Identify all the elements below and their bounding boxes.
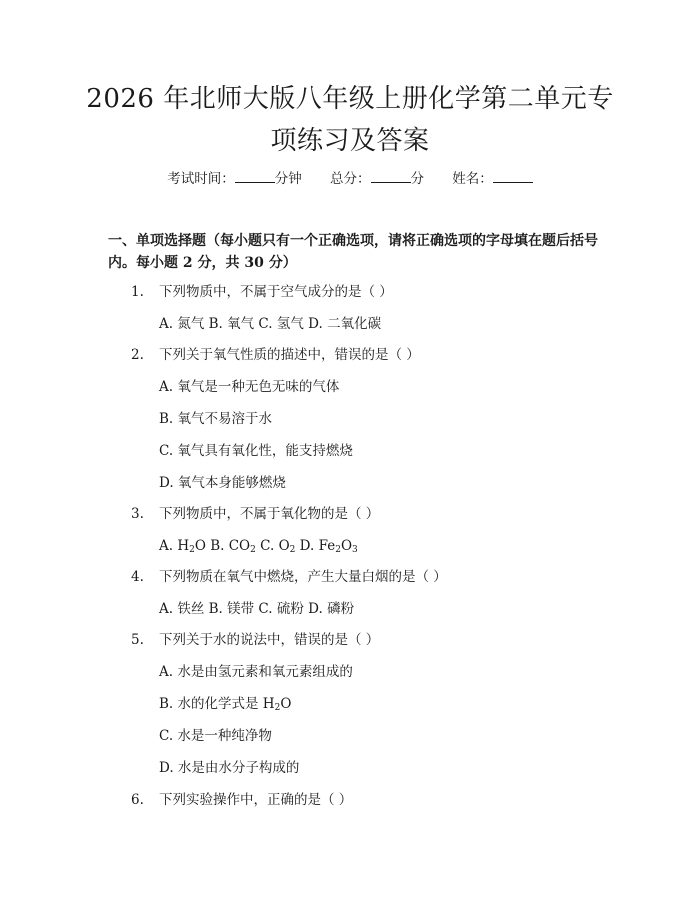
option-d-text-2: O <box>340 538 353 554</box>
question-3 <box>131 504 379 524</box>
option-a: A. 水是由氢元素和氧元素组成的 <box>159 664 353 680</box>
option-c-text: C. O <box>255 538 290 554</box>
section-heading-line-2: 内。每小题 2 分，共 30 分） <box>108 255 297 271</box>
question-text: 下列物质中，不属于空气成分的是（ ） <box>159 284 393 300</box>
question-number: 1. <box>131 284 144 300</box>
question-4 <box>131 567 447 587</box>
subscript: 2 <box>335 545 341 555</box>
question-number: 2. <box>131 347 144 363</box>
question-number: 6. <box>131 792 144 808</box>
option-b <box>159 694 291 718</box>
question-text: 下列物质在氧气中燃烧，产生大量白烟的是（ ） <box>159 569 447 585</box>
subscript: 2 <box>250 545 256 555</box>
name-blank <box>493 168 533 183</box>
name-label: 姓名： <box>452 171 493 187</box>
question-text: 下列实验操作中，正确的是（ ） <box>159 792 353 808</box>
question-6 <box>131 790 352 810</box>
question-text: 下列关于水的说法中，错误的是（ ） <box>159 632 380 648</box>
option-d: D. 氧气本身能够燃烧 <box>159 475 286 491</box>
title-line-1: 2026 年北师大版八年级上册化学第二单元专 <box>86 84 614 114</box>
option-a-text: A. H <box>159 538 190 554</box>
option-d-text: D. Fe <box>295 538 336 554</box>
total-score <box>330 168 424 189</box>
score-label: 总分： <box>330 171 371 187</box>
question-3-options <box>159 536 358 560</box>
question-text: 下列物质中，不属于氧化物的是（ ） <box>159 506 380 522</box>
option-c: C. 氧气具有氧化性，能支持燃烧 <box>159 443 353 459</box>
option-b-text: B. 水的化学式是 H <box>159 696 275 712</box>
section-heading-line-1: 一、单项选择题（每小题只有一个正确选项，请将正确选项的字母填在题后括号 <box>108 233 598 249</box>
option-b-text: O B. CO <box>194 538 251 554</box>
subscript: 2 <box>289 545 296 555</box>
time-unit: 分钟 <box>274 171 302 187</box>
score-blank <box>371 168 411 183</box>
subscript: 3 <box>352 545 358 555</box>
question-number: 4. <box>131 569 144 585</box>
exam-info <box>0 168 700 189</box>
score-unit: 分 <box>410 171 424 187</box>
question-number: 5. <box>131 632 144 648</box>
exam-time <box>167 168 302 189</box>
option-b: B. 氧气不易溶于水 <box>159 411 273 427</box>
subscript: 2 <box>189 545 195 555</box>
section-heading <box>108 230 628 274</box>
subscript: 2 <box>274 703 281 713</box>
time-blank <box>235 168 275 183</box>
time-label: 考试时间： <box>167 171 235 187</box>
option-d: D. 水是由水分子构成的 <box>159 760 300 776</box>
question-1 <box>131 282 393 302</box>
title-line-2: 项练习及答案 <box>270 126 430 156</box>
option-c: C. 水是一种纯净物 <box>159 728 272 744</box>
question-2 <box>131 345 420 365</box>
option-a: A. 氧气是一种无色无味的气体 <box>159 379 340 395</box>
question-5 <box>131 630 379 650</box>
question-text: 下列关于氧气性质的描述中，错误的是（ ） <box>159 347 420 363</box>
question-1-options: A. 氮气 B. 氧气 C. 氢气 D. 二氧化碳 <box>159 316 382 332</box>
document-title <box>60 78 640 162</box>
question-4-options: A. 铁丝 B. 镁带 C. 硫粉 D. 磷粉 <box>159 601 355 617</box>
student-name <box>452 168 533 189</box>
question-number: 3. <box>131 506 144 522</box>
option-b-tail: O <box>280 696 292 712</box>
